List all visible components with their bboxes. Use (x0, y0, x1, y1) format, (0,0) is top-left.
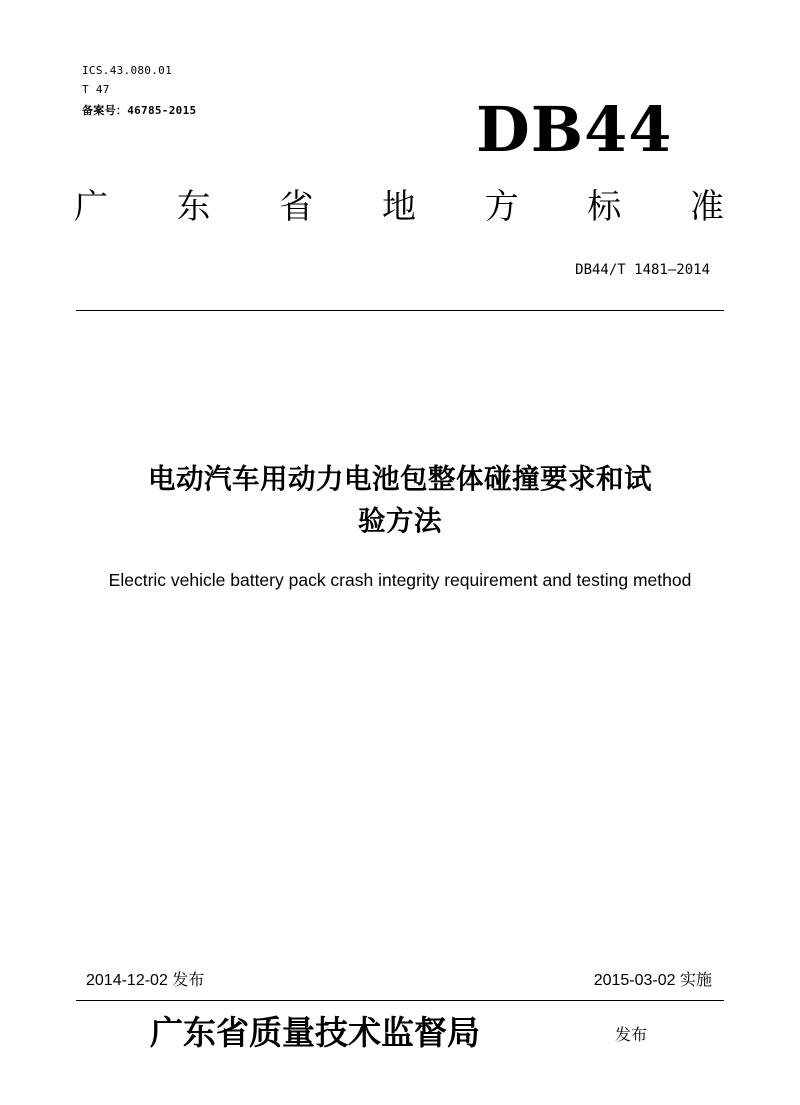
classification-code: T 47 (82, 83, 110, 96)
ics-code: ICS.43.080.01 (82, 64, 172, 77)
document-title-en: Electric vehicle battery pack crash integrity requirement and testing method (108, 570, 692, 590)
standard-type-char: 东 (176, 187, 211, 227)
standard-type-char: 方 (484, 187, 519, 227)
document-title-cn (60, 458, 740, 542)
standard-type-char: 省 (279, 187, 314, 227)
title-cn-line-2: 验方法 (358, 505, 442, 537)
standard-type-char: 广 (74, 187, 108, 227)
implementation-date: 2015-03-02 实施 (593, 972, 712, 989)
issue-date: 2014-12-02 发布 (86, 972, 205, 989)
title-cn-line-1: 电动汽车用动力电池包整体碰撞要求和试 (148, 463, 652, 495)
standard-type-char: 准 (689, 187, 724, 227)
standard-code: DB44/T 1481—2014 (575, 262, 710, 278)
issuing-authority: 广东省质量技术监督局 (150, 1013, 480, 1052)
standard-type-char: 地 (381, 187, 416, 227)
standard-type-heading (74, 184, 724, 230)
standard-brand: DB44 (476, 93, 673, 166)
top-divider (76, 310, 724, 311)
record-number: 备案号：46785-2015 (82, 104, 197, 117)
bottom-divider (76, 1000, 724, 1001)
issued-label: 发布 (615, 1025, 648, 1044)
standard-type-char: 标 (587, 187, 622, 227)
